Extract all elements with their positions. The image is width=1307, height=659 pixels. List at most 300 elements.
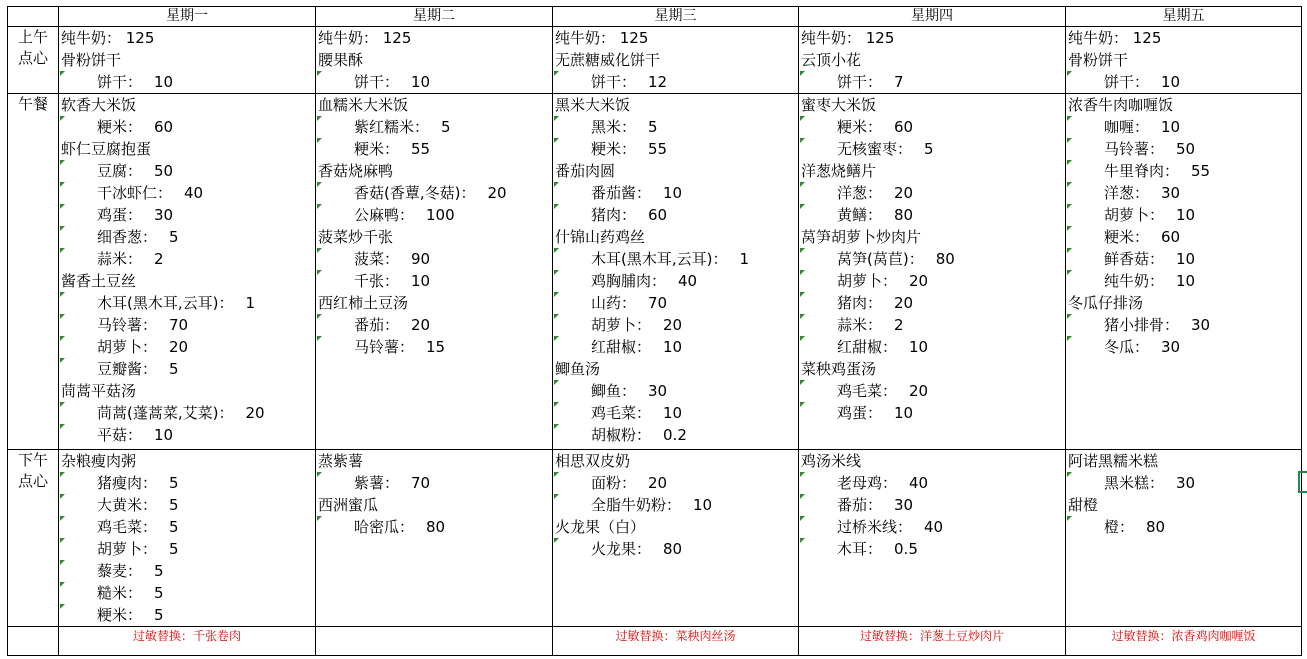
dish-name: 黑米大米饭: [555, 96, 631, 114]
ingredient-name: 猪肉：: [837, 294, 883, 312]
ingredient-quantity: 10: [693, 496, 713, 514]
day-header-tuesday: 星期二: [316, 7, 553, 27]
ingredient-quantity: 55: [648, 140, 668, 158]
dish-name: 鸡汤米线: [801, 452, 862, 470]
ingredient-line: [59, 402, 315, 424]
ingredient-quantity: 70: [648, 294, 668, 312]
ingredient-name: 蒜米：: [837, 316, 883, 334]
ingredient-line: [799, 182, 1065, 204]
ingredient-line: [1066, 138, 1301, 160]
dish-name: 香菇烧麻鸭: [318, 162, 394, 180]
dish-name: 番茄肉圆: [555, 162, 616, 180]
ingredient-quantity: 55: [411, 140, 431, 158]
day-header-friday: 星期五: [1066, 7, 1302, 27]
ingredient-line: [59, 160, 315, 182]
ingredient-line: [799, 71, 1065, 93]
ingredient-quantity: 50: [1176, 140, 1196, 158]
ingredient-quantity: 1: [245, 294, 256, 312]
ingredient-quantity: 12: [648, 73, 668, 91]
ingredient-quantity: 5: [169, 518, 179, 536]
ingredient-quantity: 10: [411, 73, 431, 91]
ingredient-line: [316, 314, 552, 336]
dish-name: 相思双皮奶: [555, 452, 631, 470]
dish-name: 纯牛奶： 125: [61, 29, 155, 47]
ingredient-line: [59, 204, 315, 226]
ingredient-quantity: 5: [169, 228, 179, 246]
ingredient-name: 粳米：: [97, 118, 143, 136]
ingredient-quantity: 1: [739, 250, 750, 268]
ingredient-name: 粳米：: [837, 118, 883, 136]
ingredient-name: 过桥米线：: [837, 518, 913, 536]
ingredient-name: 猪肉：: [591, 206, 637, 224]
ingredient-quantity: 30: [894, 496, 914, 514]
ingredient-name: 胡萝卜：: [97, 540, 158, 558]
ingredient-quantity: 10: [154, 426, 174, 444]
ingredient-quantity: 40: [678, 272, 698, 290]
ingredient-line: [553, 472, 798, 494]
ingredient-quantity: 30: [1191, 316, 1211, 334]
ingredient-quantity: 5: [169, 474, 179, 492]
dish-name: 杂粮瘦肉粥: [61, 452, 137, 470]
ingredient-name: 老母鸡：: [837, 474, 898, 492]
dish-name: 蒸紫薯: [318, 452, 364, 470]
ingredient-name: 饼干：: [837, 73, 883, 91]
ingredient-name: 木耳：: [837, 540, 883, 558]
ingredient-name: 猪小排骨：: [1104, 316, 1180, 334]
ingredient-quantity: 30: [648, 382, 668, 400]
dish-name: 菠菜炒千张: [318, 228, 394, 246]
row-label-line: 上午: [17, 28, 48, 46]
menu-cell: [316, 27, 553, 94]
dish-name: 莴笋胡萝卜炒肉片: [801, 228, 922, 246]
dish-name: 阿诺黑糯米糕: [1068, 452, 1159, 470]
ingredient-name: 千张：: [354, 272, 400, 290]
ingredient-line: [553, 182, 798, 204]
ingredient-quantity: 70: [169, 316, 189, 334]
dish-name: 甜橙: [1068, 496, 1099, 514]
ingredient-name: 胡萝卜：: [591, 316, 652, 334]
ingredient-line: [553, 424, 798, 446]
ingredient-line: [553, 314, 798, 336]
ingredient-name: 紫红糯米：: [354, 118, 430, 136]
ingredient-quantity: 80: [935, 250, 955, 268]
dish-name: 蜜枣大米饭: [801, 96, 877, 114]
ingredient-quantity: 50: [154, 162, 174, 180]
ingredient-line: [1066, 270, 1301, 292]
ingredient-line: [799, 538, 1065, 560]
ingredient-quantity: 10: [411, 272, 431, 290]
ingredient-line: [799, 270, 1065, 292]
menu-cell: [59, 450, 316, 627]
ingredient-quantity: 20: [648, 474, 668, 492]
ingredient-name: 莴笋(莴苣)：: [837, 250, 924, 268]
ingredient-line: [59, 424, 315, 446]
allergy-note: [316, 627, 553, 656]
ingredient-name: 番茄：: [837, 496, 883, 514]
ingredient-line: [1066, 182, 1301, 204]
row-label-line: 下午: [17, 451, 48, 469]
ingredient-quantity: 5: [169, 540, 179, 558]
dish-name: 火龙果（白）: [555, 518, 646, 536]
ingredient-line: [553, 248, 798, 270]
ingredient-line: [316, 516, 552, 538]
ingredient-name: 咖喱：: [1104, 118, 1150, 136]
ingredient-name: 胡萝卜：: [97, 338, 158, 356]
ingredient-quantity: 5: [154, 584, 164, 602]
ingredient-line: [316, 336, 552, 358]
ingredient-quantity: 20: [894, 184, 914, 202]
ingredient-name: 木耳(黑木耳,云耳)：: [97, 294, 234, 312]
day-header-thursday: 星期四: [799, 7, 1066, 27]
ingredient-quantity: 10: [663, 338, 683, 356]
dish-name: 纯牛奶： 125: [1068, 29, 1162, 47]
ingredient-name: 无核蜜枣：: [837, 140, 913, 158]
row-label-morning-snack: [8, 27, 59, 94]
ingredient-line: [553, 116, 798, 138]
row-label-lunch: 午餐: [8, 94, 59, 450]
ingredient-quantity: 10: [1161, 118, 1181, 136]
ingredient-line: [553, 270, 798, 292]
ingredient-quantity: 10: [1176, 272, 1196, 290]
ingredient-quantity: 10: [1176, 250, 1196, 268]
dish-name: 西红柿土豆汤: [318, 294, 409, 312]
menu-cell: [1066, 94, 1302, 450]
ingredient-quantity: 15: [426, 338, 446, 356]
row-label-afternoon-snack: [8, 450, 59, 627]
ingredient-line: [1066, 160, 1301, 182]
ingredient-quantity: 60: [648, 206, 668, 224]
dish-name: 腰果酥: [318, 51, 364, 69]
ingredient-quantity: 5: [154, 562, 164, 580]
ingredient-name: 公麻鸭：: [354, 206, 415, 224]
ingredient-name: 胡萝卜：: [1104, 206, 1165, 224]
ingredient-line: [59, 560, 315, 582]
ingredient-name: 马铃薯：: [1104, 140, 1165, 158]
ingredient-name: 饼干：: [1104, 73, 1150, 91]
ingredient-name: 火龙果：: [591, 540, 652, 558]
ingredient-line: [59, 538, 315, 560]
ingredient-quantity: 2: [894, 316, 904, 334]
ingredient-line: [799, 138, 1065, 160]
ingredient-name: 猪瘦肉：: [97, 474, 158, 492]
header-row: [8, 7, 1302, 27]
ingredient-quantity: 30: [1176, 474, 1196, 492]
ingredient-name: 粳米：: [1104, 228, 1150, 246]
ingredient-line: [59, 182, 315, 204]
ingredient-quantity: 20: [909, 382, 929, 400]
ingredient-quantity: 0.2: [663, 426, 687, 444]
ingredient-quantity: 30: [1161, 184, 1181, 202]
dish-name: 浓香牛肉咖喱饭: [1068, 96, 1174, 114]
ingredient-quantity: 5: [441, 118, 451, 136]
ingredient-name: 鸡毛菜：: [97, 518, 158, 536]
ingredient-name: 粳米：: [354, 140, 400, 158]
ingredient-quantity: 40: [909, 474, 929, 492]
menu-cell: [316, 450, 553, 627]
ingredient-line: [553, 380, 798, 402]
ingredient-line: [1066, 314, 1301, 336]
ingredient-quantity: 5: [924, 140, 934, 158]
ingredient-name: 细香葱：: [97, 228, 158, 246]
ingredient-line: [553, 336, 798, 358]
menu-cell: [553, 27, 799, 94]
ingredient-quantity: 20: [663, 316, 683, 334]
ingredient-name: 粳米：: [591, 140, 637, 158]
morning-snack-row: [8, 27, 1302, 94]
ingredient-name: 全脂牛奶粉：: [591, 496, 682, 514]
ingredient-line: [799, 292, 1065, 314]
ingredient-name: 番茄酱：: [591, 184, 652, 202]
ingredient-quantity: 100: [426, 206, 455, 224]
ingredient-quantity: 90: [411, 250, 431, 268]
ingredient-name: 平菇：: [97, 426, 143, 444]
ingredient-quantity: 7: [894, 73, 904, 91]
ingredient-line: [59, 472, 315, 494]
ingredient-quantity: 20: [411, 316, 431, 334]
ingredient-quantity: 55: [1191, 162, 1211, 180]
ingredient-name: 香菇(香蕈,冬菇)：: [354, 184, 476, 202]
ingredient-quantity: 20: [894, 294, 914, 312]
ingredient-quantity: 10: [1176, 206, 1196, 224]
ingredient-line: [1066, 116, 1301, 138]
ingredient-name: 山药：: [591, 294, 637, 312]
ingredient-name: 黑米糕：: [1104, 474, 1165, 492]
ingredient-name: 紫薯：: [354, 474, 400, 492]
ingredient-quantity: 80: [663, 540, 683, 558]
dish-name: 西洲蜜瓜: [318, 496, 379, 514]
ingredient-name: 糙米：: [97, 584, 143, 602]
menu-cell: [799, 450, 1066, 627]
ingredient-line: [316, 116, 552, 138]
dish-name: 血糯米大米饭: [318, 96, 409, 114]
ingredient-quantity: 20: [487, 184, 507, 202]
menu-cell: [1066, 27, 1302, 94]
ingredient-name: 牛里脊肉：: [1104, 162, 1180, 180]
ingredient-name: 鸡毛菜：: [837, 382, 898, 400]
ingredient-line: [59, 292, 315, 314]
ingredient-quantity: 10: [663, 184, 683, 202]
ingredient-name: 鲫鱼：: [591, 382, 637, 400]
ingredient-line: [316, 138, 552, 160]
ingredient-name: 马铃薯：: [354, 338, 415, 356]
allergy-note: 过敏替换：千张卷肉: [59, 627, 316, 656]
ingredient-line: [799, 336, 1065, 358]
day-header-monday: 星期一: [59, 7, 316, 27]
dish-name: 茼蒿平菇汤: [61, 382, 137, 400]
ingredient-line: [799, 494, 1065, 516]
ingredient-name: 哈密瓜：: [354, 518, 415, 536]
ingredient-quantity: 5: [154, 606, 164, 624]
ingredient-quantity: 0.5: [894, 540, 918, 558]
row-label-line: 点心: [17, 49, 48, 67]
ingredient-name: 粳米：: [97, 606, 143, 624]
ingredient-line: [316, 182, 552, 204]
ingredient-line: [553, 538, 798, 560]
edge-marker: [1298, 471, 1307, 493]
allergy-note: 过敏替换：洋葱土豆炒肉片: [799, 627, 1066, 656]
allergy-row-label: [8, 627, 59, 656]
ingredient-name: 面粉：: [591, 474, 637, 492]
ingredient-quantity: 60: [154, 118, 174, 136]
ingredient-quantity: 10: [663, 404, 683, 422]
ingredient-name: 红甜椒：: [591, 338, 652, 356]
ingredient-quantity: 70: [411, 474, 431, 492]
ingredient-name: 豆瓣酱：: [97, 360, 158, 378]
dish-name: 软香大米饭: [61, 96, 137, 114]
allergy-note: 过敏替换：菜秧肉丝汤: [553, 627, 799, 656]
ingredient-name: 鸡蛋：: [97, 206, 143, 224]
ingredient-quantity: 5: [169, 360, 179, 378]
ingredient-name: 黄鳝：: [837, 206, 883, 224]
ingredient-line: [59, 516, 315, 538]
ingredient-quantity: 20: [169, 338, 189, 356]
ingredient-name: 菠菜：: [354, 250, 400, 268]
ingredient-line: [799, 116, 1065, 138]
ingredient-name: 大黄米：: [97, 496, 158, 514]
ingredient-line: [316, 248, 552, 270]
ingredient-line: [1066, 71, 1301, 93]
ingredient-quantity: 30: [1161, 338, 1181, 356]
allergy-note: 过敏替换：浓香鸡肉咖喱饭: [1066, 627, 1302, 656]
ingredient-name: 蒜米：: [97, 250, 143, 268]
ingredient-quantity: 40: [184, 184, 204, 202]
ingredient-quantity: 40: [924, 518, 944, 536]
dish-name: 菜秧鸡蛋汤: [801, 360, 877, 378]
dish-name: 冬瓜仔排汤: [1068, 294, 1144, 312]
weekly-menu-table: [7, 6, 1302, 656]
menu-cell: [316, 94, 553, 450]
ingredient-name: 黑米：: [591, 118, 637, 136]
ingredient-line: [1066, 472, 1301, 494]
ingredient-line: [799, 204, 1065, 226]
dish-name: 鲫鱼汤: [555, 360, 601, 378]
ingredient-line: [1066, 248, 1301, 270]
ingredient-name: 饼干：: [354, 73, 400, 91]
day-header-wednesday: 星期三: [553, 7, 799, 27]
ingredient-name: 饼干：: [591, 73, 637, 91]
ingredient-line: [316, 71, 552, 93]
ingredient-name: 马铃薯：: [97, 316, 158, 334]
ingredient-name: 纯牛奶：: [1104, 272, 1165, 290]
allergy-row: [8, 627, 1302, 656]
ingredient-quantity: 30: [154, 206, 174, 224]
ingredient-line: [1066, 336, 1301, 358]
ingredient-line: [1066, 204, 1301, 226]
ingredient-line: [1066, 516, 1301, 538]
ingredient-line: [316, 204, 552, 226]
ingredient-line: [316, 270, 552, 292]
dish-name: 纯牛奶： 125: [555, 29, 649, 47]
menu-cell: [59, 94, 316, 450]
ingredient-quantity: 80: [426, 518, 446, 536]
corner-cell: [8, 7, 59, 27]
ingredient-name: 木耳(黑木耳,云耳)：: [591, 250, 728, 268]
ingredient-quantity: 20: [909, 272, 929, 290]
ingredient-line: [553, 494, 798, 516]
ingredient-name: 胡萝卜：: [837, 272, 898, 290]
ingredient-line: [59, 71, 315, 93]
ingredient-line: [316, 472, 552, 494]
menu-cell: [799, 27, 1066, 94]
ingredient-line: [59, 336, 315, 358]
dish-name: 虾仁豆腐抱蛋: [61, 140, 152, 158]
ingredient-line: [59, 582, 315, 604]
ingredient-name: 饼干：: [97, 73, 143, 91]
ingredient-quantity: 60: [1161, 228, 1181, 246]
dish-name: 纯牛奶： 125: [801, 29, 895, 47]
ingredient-line: [1066, 226, 1301, 248]
ingredient-name: 红甜椒：: [837, 338, 898, 356]
menu-cell: [553, 450, 799, 627]
ingredient-line: [59, 248, 315, 270]
ingredient-quantity: 10: [909, 338, 929, 356]
ingredient-quantity: 80: [894, 206, 914, 224]
ingredient-quantity: 20: [245, 404, 265, 422]
menu-cell: [553, 94, 799, 450]
ingredient-quantity: 5: [648, 118, 658, 136]
ingredient-line: [59, 358, 315, 380]
ingredient-line: [553, 292, 798, 314]
ingredient-line: [799, 248, 1065, 270]
ingredient-quantity: 5: [169, 496, 179, 514]
ingredient-name: 鸡蛋：: [837, 404, 883, 422]
dish-name: 纯牛奶： 125: [318, 29, 412, 47]
afternoon-snack-row: [8, 450, 1302, 627]
ingredient-line: [799, 516, 1065, 538]
ingredient-line: [59, 314, 315, 336]
ingredient-quantity: 10: [1161, 73, 1181, 91]
ingredient-name: 冬瓜：: [1104, 338, 1150, 356]
ingredient-line: [59, 226, 315, 248]
dish-name: 什锦山药鸡丝: [555, 228, 646, 246]
ingredient-name: 洋葱：: [1104, 184, 1150, 202]
ingredient-quantity: 60: [894, 118, 914, 136]
ingredient-name: 鸡毛菜：: [591, 404, 652, 422]
ingredient-name: 洋葱：: [837, 184, 883, 202]
ingredient-line: [59, 116, 315, 138]
ingredient-line: [799, 314, 1065, 336]
ingredient-name: 番茄：: [354, 316, 400, 334]
ingredient-name: 豆腐：: [97, 162, 143, 180]
dish-name: 云顶小花: [801, 51, 862, 69]
ingredient-line: [553, 138, 798, 160]
ingredient-line: [59, 604, 315, 626]
row-label-line: 点心: [17, 472, 48, 490]
ingredient-name: 鲜香菇：: [1104, 250, 1165, 268]
dish-name: 无蔗糖威化饼干: [555, 51, 661, 69]
dish-name: 洋葱烧鳝片: [801, 162, 877, 180]
lunch-row: [8, 94, 1302, 450]
ingredient-name: 干冰虾仁：: [97, 184, 173, 202]
ingredient-line: [59, 494, 315, 516]
ingredient-line: [553, 402, 798, 424]
ingredient-name: 茼蒿(蓬蒿菜,艾菜)：: [97, 404, 234, 422]
ingredient-quantity: 10: [894, 404, 914, 422]
dish-name: 骨粉饼干: [1068, 51, 1129, 69]
ingredient-line: [553, 71, 798, 93]
ingredient-quantity: 80: [1146, 518, 1166, 536]
ingredient-quantity: 2: [154, 250, 164, 268]
ingredient-line: [799, 402, 1065, 424]
ingredient-line: [799, 472, 1065, 494]
ingredient-name: 橙：: [1104, 518, 1135, 536]
menu-cell: [799, 94, 1066, 450]
ingredient-name: 鸡胸脯肉：: [591, 272, 667, 290]
menu-cell: [1066, 450, 1302, 627]
dish-name: 酱香土豆丝: [61, 272, 137, 290]
dish-name: 骨粉饼干: [61, 51, 122, 69]
ingredient-quantity: 10: [154, 73, 174, 91]
